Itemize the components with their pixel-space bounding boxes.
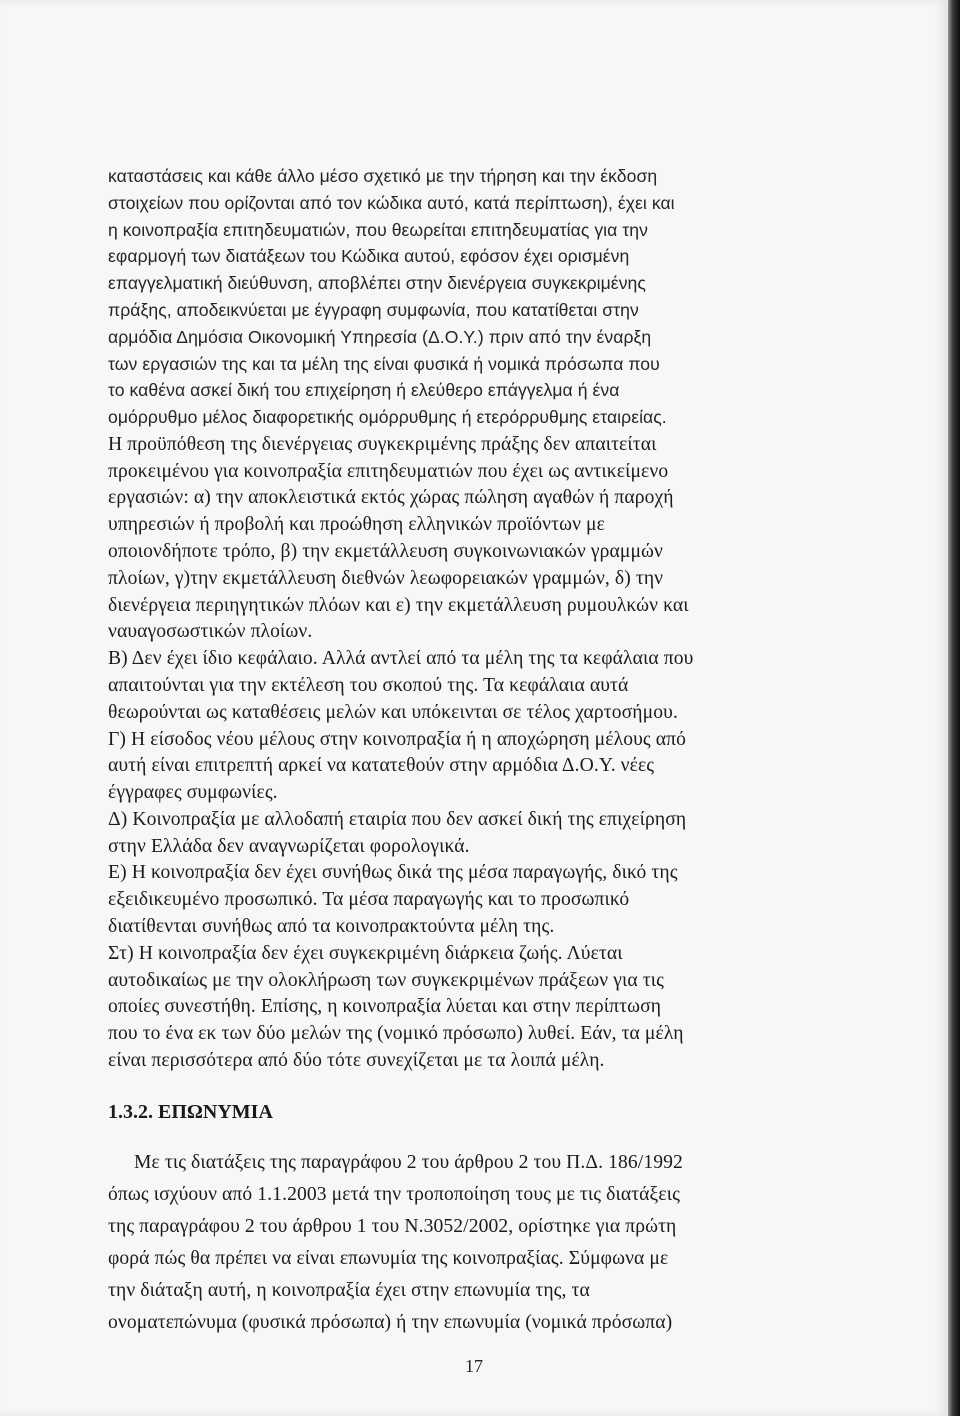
text-line: της παραγράφου 2 του άρθρου 1 του Ν.3052/2002, ορίστηκε για πρώτη xyxy=(108,1216,677,1237)
text-line: έγγραφες συμφωνίες. xyxy=(108,782,278,803)
text-line: στοιχείων που ορίζονται από τον κώδικα αυτό, κατά περίπτωση), έχει και xyxy=(108,193,675,213)
text-line: Στ) Η κοινοπραξία δεν έχει συγκεκριμένη διάρκεια ζωής. Λύεται xyxy=(108,943,623,964)
text-line: εξειδικευμένο προσωπικό. Τα μέσα παραγωγής και το προσωπικό xyxy=(108,889,630,910)
text-line: η κοινοπραξία επιτηδευματιών, που θεωρείται επιτηδευματίας για την xyxy=(108,220,648,240)
text-line: καταστάσεις και κάθε άλλο μέσο σχετικό με την τήρηση και την έκδοση xyxy=(108,166,658,186)
text-line: διατίθενται συνήθως από τα κοινοπρακτούντα μέλη της. xyxy=(108,916,555,937)
page-edge-shadow xyxy=(948,0,960,1416)
text-line: επαγγελματική διεύθυνση, αποβλέπει στην διενέργεια συγκεκριμένης xyxy=(108,273,646,293)
text-line: όπως ισχύουν από 1.1.2003 μετά την τροποποίηση τους με τις διατάξεις xyxy=(108,1184,680,1205)
text-line: ομόρρυθμο μέλος διαφορετικής ομόρρυθμης ή ετερόρρυθμης εταιρείας. xyxy=(108,407,667,427)
text-line: υπηρεσιών ή προβολή και προώθηση ελληνικών προϊόντων με xyxy=(108,514,605,535)
text-line: την διάταξη αυτή, η κοινοπραξία έχει στην επωνυμία της, τα xyxy=(108,1280,590,1301)
text-line: εργασιών: α) την αποκλειστικά εκτός χώρας πώληση αγαθών ή παροχή xyxy=(108,487,674,508)
text-line: οποίες συνεστήθη. Επίσης, η κοινοπραξία λύεται και στην περίπτωση xyxy=(108,996,662,1017)
text-line: αυτή είναι επιτρεπτή αρκεί να κατατεθούν στην αρμόδια Δ.Ο.Υ. νέες xyxy=(108,755,655,776)
text-line: είναι περισσότερα από δύο τότε συνεχίζεται με τα λοιπά μέλη. xyxy=(108,1050,605,1071)
text-line: προκειμένου για κοινοπραξία επιτηδευματιών που έχει ως αντικείμενο xyxy=(108,461,669,482)
text-line: εφαρμογή των διατάξεων του Κώδικα αυτού, εφόσον έχει ορισμένη xyxy=(108,246,630,266)
text-line: Η προϋπόθεση της διενέργειας συγκεκριμένης πράξης δεν απαιτείται xyxy=(108,434,657,455)
text-line: Δ) Κοινοπραξία με αλλοδαπή εταιρία που δεν ασκεί δική της επιχείρηση xyxy=(108,809,687,830)
text-line: Ε) Η κοινοπραξία δεν έχει συνήθως δικά της μέσα παραγωγής, δικό της xyxy=(108,862,678,883)
text-line: αρμόδια Δημόσια Οικονομική Υπηρεσία (Δ.Ο.Υ.) πριν από την έναρξη xyxy=(108,327,652,347)
text-line: στην Ελλάδα δεν αναγνωρίζεται φορολογικά. xyxy=(108,836,470,857)
text-line: οποιονδήποτε τρόπο, β) την εκμετάλλευση συγκοινωνιακών γραμμών xyxy=(108,541,664,562)
text-line: Γ) Η είσοδος νέου μέλους στην κοινοπραξία ή η αποχώρηση μέλους από xyxy=(108,729,687,750)
text-line: πλοίων, γ)την εκμετάλλευση διεθνών λεωφορειακών γραμμών, δ) την xyxy=(108,568,664,589)
text-line: το καθένα ασκεί δική του επιχείρηση ή ελεύθερο επάγγελμα ή ένα xyxy=(108,380,620,400)
page-number: 17 xyxy=(465,1356,483,1376)
text-line: Β) Δεν έχει ίδιο κεφάλαιο. Αλλά αντλεί από τα μέλη της τα κεφάλαια που xyxy=(108,648,694,669)
text-line: θεωρούνται ως καταθέσεις μελών και υπόκεινται σε τέλος χαρτοσήμου. xyxy=(108,702,678,723)
text-line: ονοματεπώνυμα (φυσικά πρόσωπα) ή την επωνυμία (νομικά πρόσωπα) xyxy=(108,1312,673,1333)
text-line: πράξης, αποδεικνύεται με έγγραφη συμφωνία, που κατατίθεται στην xyxy=(108,300,639,320)
text-line: διενέργεια περιηγητικών πλόων και ε) την εκμετάλλευση ρυμουλκών και xyxy=(108,595,689,616)
text-line: φορά πώς θα πρέπει να είναι επωνυμία της κοινοπραξίας. Σύμφωνα με xyxy=(108,1248,669,1269)
text-line: Με τις διατάξεις της παραγράφου 2 του άρθρου 2 του Π.Δ. 186/1992 xyxy=(134,1152,683,1173)
text-line: απαιτούνται για την εκτέλεση του σκοπού της. Τα κεφάλαια αυτά xyxy=(108,675,629,696)
section-heading: 1.3.2. ΕΠΩΝΥΜΙΑ xyxy=(108,1101,273,1123)
text-line: που το ένα εκ των δύο μελών της (νομικό πρόσωπο) λυθεί. Εάν, τα μέλη xyxy=(108,1023,684,1044)
text-line: ναυαγοσωστικών πλοίων. xyxy=(108,621,313,642)
text-line: αυτοδικαίως με την ολοκλήρωση των συγκεκριμένων πράξεων για τις xyxy=(108,970,664,991)
text-line: των εργασιών της και τα μέλη της είναι φυσικά ή νομικά πρόσωπα που xyxy=(108,354,660,374)
